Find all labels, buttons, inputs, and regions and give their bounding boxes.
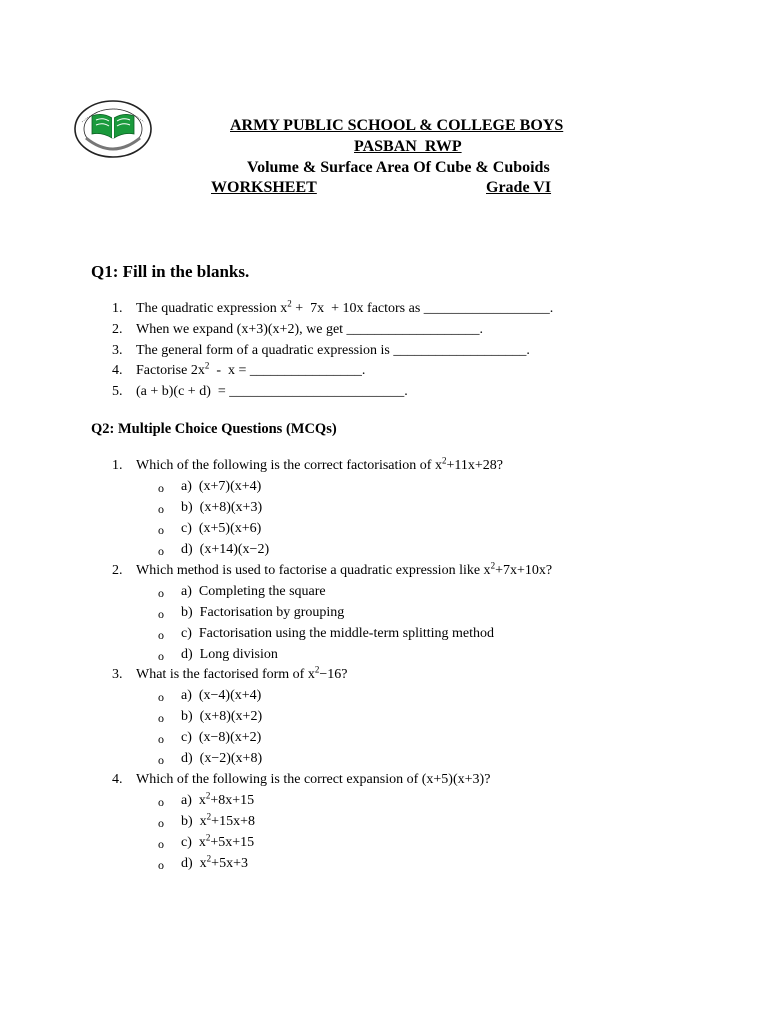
grade-label: Grade VI: [486, 179, 552, 196]
question-text-superscript: 2: [490, 560, 496, 571]
item-text-post: + 7x + 10x factors as __________________.: [291, 301, 554, 316]
option-text-pre: c) (x−8)(x+2): [181, 730, 262, 745]
option-text-pre: b) Factorisation by grouping: [181, 605, 345, 620]
bullet-icon: o: [158, 816, 164, 830]
q2-heading: Q2: Multiple Choice Questions (MCQs): [91, 421, 337, 437]
question-text-pre: Which of the following is the correct expansion of (x+5)(x+3)?: [136, 772, 491, 787]
item-text-pre: The quadratic expression x: [136, 301, 288, 316]
item-text-pre: The general form of a quadratic expression is ___________________.: [136, 343, 530, 358]
item-text: [136, 321, 483, 339]
bullet-icon: o: [158, 544, 164, 558]
school-crest-book-icon: [72, 98, 154, 160]
bullet-icon: o: [158, 628, 164, 642]
option-text-post: +5x+15: [210, 835, 255, 850]
item-number: 3.: [112, 343, 123, 358]
question-text-superscript: 2: [314, 664, 320, 675]
question-text-post: −16?: [319, 667, 348, 682]
question-text-superscript: 2: [441, 455, 447, 466]
option-text-post: +5x+3: [211, 856, 248, 871]
question-text-post: +11x+28?: [446, 458, 503, 473]
option-text-pre: d) Long division: [181, 647, 278, 662]
question-text: [136, 666, 347, 684]
option-text-superscript: 2: [206, 811, 212, 822]
option-text: [181, 583, 326, 601]
option-text-pre: a) (x+7)(x+4): [181, 479, 262, 494]
option-text-pre: c) x: [181, 835, 206, 850]
option-text: [181, 813, 255, 831]
option-text-pre: d) x: [181, 856, 207, 871]
bullet-icon: o: [158, 690, 164, 704]
option-text: [181, 625, 494, 643]
option-text: [181, 855, 248, 873]
option-text-pre: b) (x+8)(x+2): [181, 709, 263, 724]
option-text: [181, 792, 254, 810]
bullet-icon: o: [158, 481, 164, 495]
question-text-pre: Which method is used to factorise a quadratic expression like x: [136, 563, 491, 578]
question-text-pre: What is the factorised form of x: [136, 667, 315, 682]
campus-name: PASBAN RWP: [354, 138, 462, 155]
item-text-superscript: 2: [287, 298, 292, 309]
option-text: [181, 729, 261, 747]
option-text-pre: b) (x+8)(x+3): [181, 500, 263, 515]
option-text: [181, 499, 262, 517]
option-text: [181, 604, 344, 622]
item-text-pre: When we expand (x+3)(x+2), we get ___________________.: [136, 322, 484, 337]
item-text: [136, 362, 365, 380]
option-text: [181, 687, 261, 705]
question-text: [136, 771, 490, 789]
option-text: [181, 834, 254, 852]
bullet-icon: o: [158, 711, 164, 725]
item-number: 1.: [112, 301, 123, 316]
bullet-icon: o: [158, 795, 164, 809]
bullet-icon: o: [158, 858, 164, 872]
school-name: ARMY PUBLIC SCHOOL & COLLEGE BOYS: [230, 117, 564, 134]
item-text: [136, 342, 530, 360]
bullet-icon: o: [158, 732, 164, 746]
bullet-icon: o: [158, 649, 164, 663]
item-text: [136, 383, 408, 401]
option-text-post: +15x+8: [211, 814, 255, 829]
item-number: 5.: [112, 384, 123, 399]
option-text-pre: a) (x−4)(x+4): [181, 688, 262, 703]
question-number: 1.: [112, 458, 123, 473]
question-text: [136, 562, 552, 580]
question-text-post: +7x+10x?: [495, 563, 553, 578]
bullet-icon: o: [158, 607, 164, 621]
option-text: [181, 541, 269, 559]
option-text-pre: a) x: [181, 793, 206, 808]
option-text: [181, 478, 261, 496]
option-text: [181, 708, 262, 726]
question-number: 2.: [112, 563, 123, 578]
option-text-pre: a) Completing the square: [181, 584, 326, 599]
option-text-post: +8x+15: [210, 793, 255, 808]
option-text-pre: d) (x+14)(x−2): [181, 542, 270, 557]
option-text-superscript: 2: [205, 790, 211, 801]
option-text: [181, 520, 261, 538]
item-text-pre: (a + b)(c + d) = _________________________.: [136, 384, 408, 399]
worksheet-label: WORKSHEET: [211, 179, 317, 196]
option-text-pre: c) (x+5)(x+6): [181, 521, 262, 536]
bullet-icon: o: [158, 586, 164, 600]
bullet-icon: o: [158, 523, 164, 537]
bullet-icon: o: [158, 502, 164, 516]
option-text-superscript: 2: [206, 853, 212, 864]
option-text-superscript: 2: [205, 832, 211, 843]
option-text: [181, 646, 278, 664]
bullet-icon: o: [158, 837, 164, 851]
bullet-icon: o: [158, 753, 164, 767]
q1-heading: Q1: Fill in the blanks.: [91, 262, 250, 281]
question-number: 3.: [112, 667, 123, 682]
item-text: [136, 300, 553, 318]
question-number: 4.: [112, 772, 123, 787]
item-number: 4.: [112, 363, 123, 378]
question-text: [136, 457, 503, 475]
item-text-post: - x = ________________.: [209, 363, 366, 378]
option-text-pre: c) Factorisation using the middle-term splitting method: [181, 626, 495, 641]
question-text-pre: Which of the following is the correct factorisation of x: [136, 458, 442, 473]
option-text-pre: d) (x−2)(x+8): [181, 751, 263, 766]
item-text-superscript: 2: [204, 360, 210, 371]
topic-title: Volume & Surface Area Of Cube & Cuboids: [247, 159, 550, 176]
option-text: [181, 750, 262, 768]
option-text-pre: b) x: [181, 814, 207, 829]
item-text-pre: Factorise 2x: [136, 363, 205, 378]
item-number: 2.: [112, 322, 123, 337]
